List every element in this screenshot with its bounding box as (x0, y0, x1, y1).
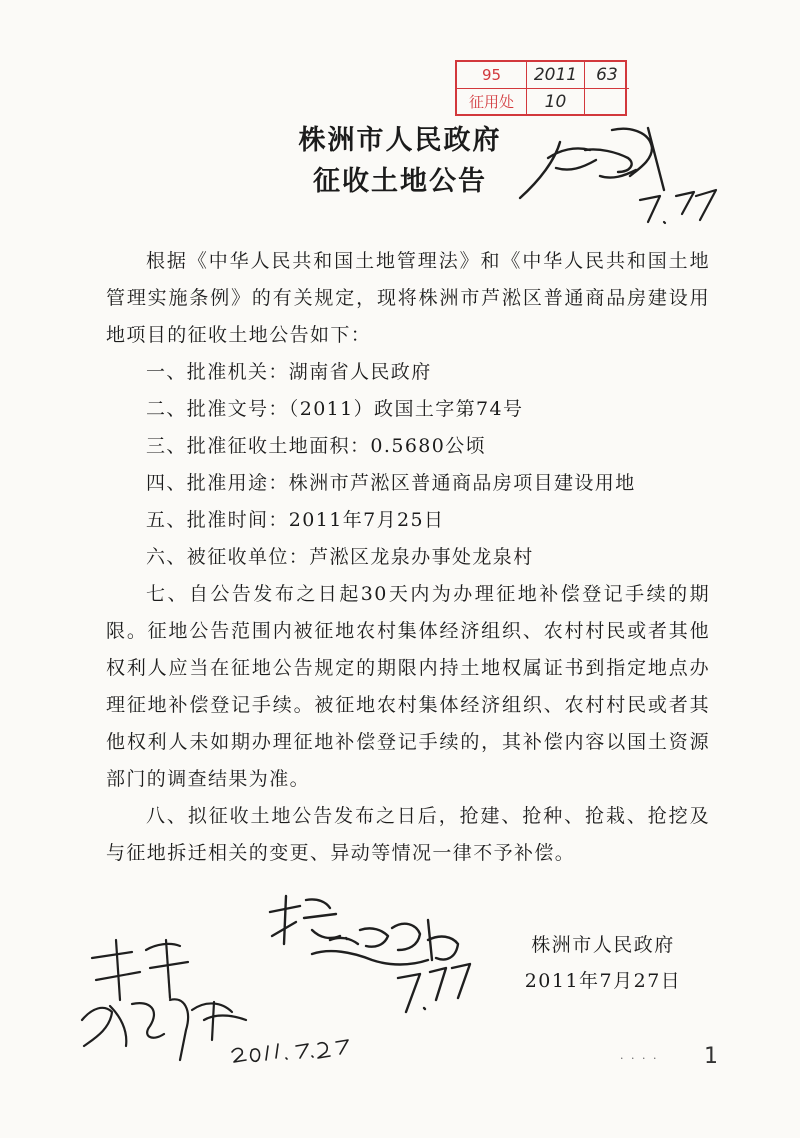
body-paragraph: 二、批准文号：（2011）政国土字第74号 (146, 398, 524, 420)
stamp-cell (585, 89, 629, 116)
document-title-line1: 株洲市人民政府 (298, 125, 502, 156)
stamp-cell: 63 (585, 62, 629, 89)
document-title-line2: 征收土地公告 (313, 166, 487, 197)
handwritten-date-bottom (232, 1040, 348, 1062)
body-paragraph: 七、自公告发布之日起30天内为办理征地补偿登记手续的期限。征地公告范围内被征地农村集体经济组织、农村村民或者其他权利人应当在征地公告规定的期限内持土地权属证书到指定地点办理征地补偿登记手续。被征地农村集体经济组织、农村村民或者其他权利人未如期办理征地补偿登记手续的，其补偿内容以国土资源部门的调查结果为准。 (106, 583, 710, 790)
receipt-stamp (455, 60, 627, 116)
body-paragraph: 一、批准机关：湖南省人民政府 (146, 361, 432, 383)
body-paragraph: 根据《中华人民共和国土地管理法》和《中华人民共和国土地管理实施条例》的有关规定，现将株洲市芦淞区普通商品房建设用地项目的征收土地公告如下： (106, 250, 710, 346)
stamp-cell: 10 (527, 89, 585, 116)
stamp-cell: 95 (457, 62, 527, 89)
body-paragraph: 四、批准用途：株洲市芦淞区普通商品房项目建设用地 (146, 472, 636, 494)
issue-date: 2011年7月27日 (524, 970, 682, 992)
handwritten-signature-left (82, 940, 246, 1060)
page-number: 1 (704, 1044, 718, 1069)
body-paragraph: 五、批准时间：2011年7月25日 (146, 509, 445, 531)
stamp-cell: 2011 (527, 62, 585, 89)
scan-specks: · · · · (620, 1052, 659, 1065)
body-paragraph: 六、被征收单位：芦淞区龙泉办事处龙泉村 (146, 546, 534, 568)
body-paragraph: 三、批准征收土地面积：0.5680公顷 (146, 435, 487, 457)
handwritten-signature-middle (270, 896, 458, 965)
stamp-cell: 征用处 (457, 89, 527, 116)
issuer-name: 株洲市人民政府 (531, 934, 675, 956)
handwritten-date-middle (398, 964, 470, 1012)
body-paragraph: 八、拟征收土地公告发布之日后，抢建、抢种、抢栽、抢挖及与征地拆迁相关的变更、异动等情况一律不予补偿。 (106, 805, 710, 864)
document-body (106, 243, 710, 872)
